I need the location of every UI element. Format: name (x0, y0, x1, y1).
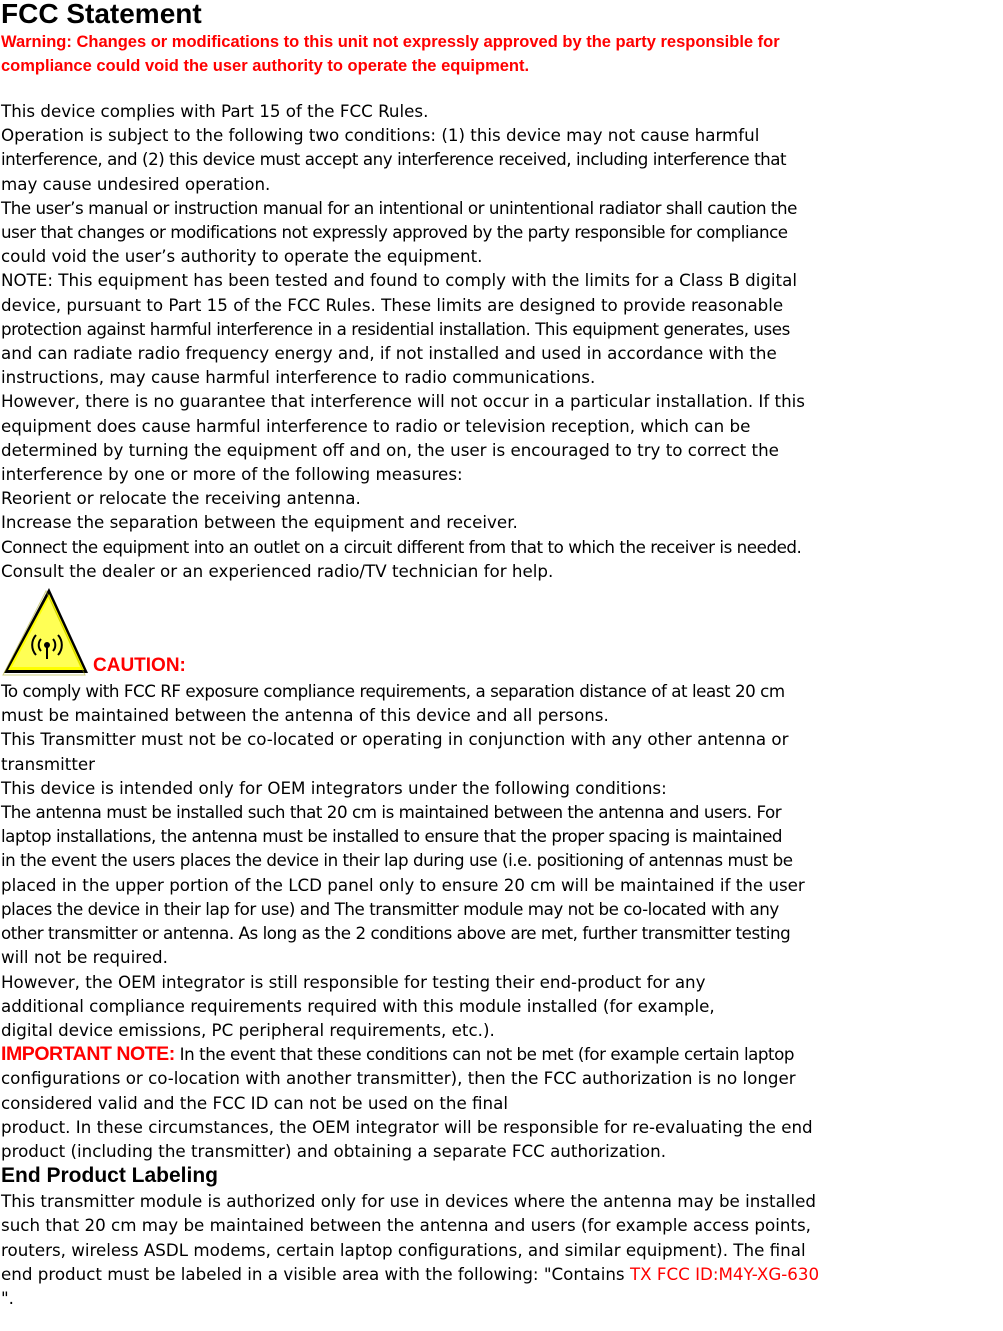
text-line: instructions, may cause harmful interference to radio communications. (1, 367, 596, 388)
page-title: FCC Statement (1, 0, 202, 29)
text-line: However, the OEM integrator is still responsible for testing their end-product for any (1, 971, 706, 992)
text-line: product (including the transmitter) and obtaining a separate FCC authorization. (1, 1140, 667, 1161)
text-line: To comply with FCC RF exposure compliance requirements, a separation distance of at least 20 cm (1, 681, 785, 702)
text-line: Increase the separation between the equipment and receiver. (1, 512, 518, 533)
text-line: user that changes or modifications not expressly approved by the party responsible for compliance (1, 222, 788, 243)
text-line: Operation is subject to the following two conditions: (1) this device may not cause harmful (1, 125, 760, 146)
text-line: may cause undesired operation. (1, 173, 271, 194)
text-line: in the event the users places the device in their lap during use (i.e. positioning of antennas must be (1, 850, 793, 871)
text-line: equipment does cause harmful interference to radio or television reception, which can be (1, 415, 751, 436)
text-line: Reorient or relocate the receiving antenna. (1, 488, 361, 509)
important-note-text: In the event that these conditions can not be met (for example certain laptop (174, 1044, 795, 1065)
text-line: However, there is no guarantee that interference will not occur in a particular installation. If this (1, 391, 805, 412)
rf-exposure-section (1, 679, 1003, 1042)
text-line: digital device emissions, PC peripheral requirements, etc.). (1, 1019, 495, 1040)
text-line (1, 1262, 1003, 1286)
text-line: This device is intended only for OEM integrators under the following conditions: (1, 777, 667, 798)
fcc-rules-section (1, 99, 1003, 583)
rf-radiation-warning-icon (1, 585, 91, 677)
text-line: Consult the dealer or an experienced radio/TV technician for help. (1, 560, 554, 581)
caution-label: CAUTION: (93, 655, 186, 677)
text-line: routers, wireless ASDL modems, certain laptop configurations, and similar equipment). The final (1, 1239, 806, 1260)
text-line: transmitter (1, 753, 96, 774)
text-line: This Transmitter must not be co-located or operating in conjunction with any other antenna or (1, 729, 789, 750)
text-line: This device complies with Part 15 of the FCC Rules. (1, 101, 429, 121)
caution-row (1, 585, 1003, 679)
text-line: The antenna must be installed such that 20 cm is maintained between the antenna and users. For (1, 802, 782, 823)
end-product-labeling-section (1, 1189, 1003, 1310)
text-line: determined by turning the equipment off and on, the user is encouraged to try to correct the (1, 439, 779, 460)
text-line: The user’s manual or instruction manual for an intentional or unintentional radiator shall caution the (1, 197, 797, 218)
text-line: This transmitter module is authorized only for use in devices where the antenna may be installed (1, 1191, 816, 1212)
text-line: interference, and (2) this device must accept any interference received, including interference that (1, 149, 787, 170)
fcc-id: TX FCC ID:M4Y-XG-630 (629, 1263, 820, 1284)
text-line: laptop installations, the antenna must be installed to ensure that the proper spacing is maintained (1, 826, 783, 847)
text-line: could void the user’s authority to operate the equipment. (1, 246, 483, 267)
text-line: must be maintained between the antenna of this device and all persons. (1, 705, 609, 726)
text-line: will not be required. (1, 947, 168, 968)
text-line: other transmitter or antenna. As long as the 2 conditions above are met, further transmitter testing (1, 923, 791, 944)
text-line: additional compliance requirements required with this module installed (for example, (1, 995, 715, 1016)
important-note-section (1, 1042, 1003, 1163)
text-line: product. In these circumstances, the OEM integrator will be responsible for re-evaluating the end (1, 1116, 813, 1137)
text-line: interference by one or more of the following measures: (1, 464, 463, 485)
last-line-prefix: end product must be labeled in a visible area with the following: "Contains (1, 1263, 630, 1284)
end-product-labeling-heading: End Product Labeling (1, 1164, 219, 1188)
text-line: and can radiate radio frequency energy and, if not installed and used in accordance with the (1, 343, 777, 364)
warning-text: Warning: Changes or modifications to this unit not expressly approved by the party responsible for compliance could void the user authority to operate the equipment. (1, 33, 780, 75)
text-line: NOTE: This equipment has been tested and found to comply with the limits for a Class B digital (1, 270, 797, 291)
text-line: such that 20 cm may be maintained between the antenna and users (for example access points, (1, 1215, 811, 1236)
text-line: device, pursuant to Part 15 of the FCC Rules. These limits are designed to provide reasonable (1, 294, 784, 315)
text-line: protection against harmful interference in a residential installation. This equipment generates, uses (1, 318, 790, 339)
text-line: placed in the upper portion of the LCD panel only to ensure 20 cm will be maintained if the user (1, 874, 805, 895)
text-line: places the device in their lap for use) and The transmitter module may not be co-located with any (1, 898, 779, 919)
text-line: considered valid and the FCC ID can not be used on the final (1, 1092, 508, 1113)
text-line: ". (1, 1287, 14, 1308)
important-note-line (1, 1042, 1003, 1066)
important-note-label: IMPORTANT NOTE: (1, 1043, 175, 1066)
text-line: configurations or co-location with another transmitter), then the FCC authorization is no longer (1, 1068, 796, 1089)
text-line: Connect the equipment into an outlet on a circuit different from that to which the receiver is needed. (1, 536, 802, 557)
